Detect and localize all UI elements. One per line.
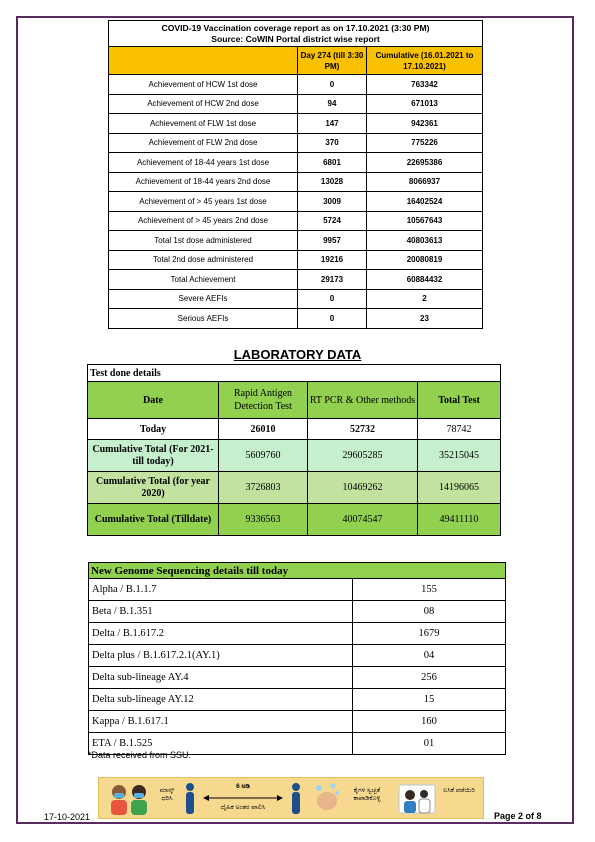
genome-variant-count: 256: [353, 667, 506, 689]
genome-row: [89, 601, 506, 623]
vaccination-row: [109, 231, 483, 251]
vaccination-title-line2: Source: CoWIN Portal district wise report: [211, 33, 380, 44]
vaccination-row: [109, 211, 483, 231]
distance-value: 6 ಅಡಿ: [236, 783, 250, 790]
vaccination-row-label: Achievement of 18-44 years 2nd dose: [109, 172, 298, 192]
page-total: 8: [536, 811, 542, 821]
vaccination-row-label: Achievement of 18-44 years 1st dose: [109, 153, 298, 173]
mask-people-icon: [105, 781, 153, 815]
lab-row-total: 78742: [418, 419, 501, 440]
lab-section-title: LABORATORY DATA: [233, 347, 362, 362]
lab-row-label: Cumulative Total (For 2021- till today): [88, 440, 219, 472]
vaccination-header-blank: [109, 47, 298, 75]
genome-variant-name: Delta / B.1.617.2: [89, 623, 353, 645]
vaccination-row-cumulative: 775226: [367, 133, 483, 153]
genome-variant-count: 01: [353, 733, 506, 755]
genome-variant-count: 1679: [353, 623, 506, 645]
genome-variant-name: Delta sub-lineage AY.4: [89, 667, 353, 689]
vaccination-row: [109, 289, 483, 309]
lab-row-cumulative-2020: [88, 472, 501, 504]
lab-row-total: 49411110: [418, 504, 501, 536]
vaccination-row-cumulative: 10567643: [367, 211, 483, 231]
vaccination-title-row: [109, 21, 483, 47]
genome-variant-name: Kappa / B.1.617.1: [89, 711, 353, 733]
genome-table: [88, 562, 506, 755]
vaccination-row-cumulative: 22695386: [367, 153, 483, 173]
vaccination-row-label: Achievement of FLW 2nd dose: [109, 133, 298, 153]
vaccination-row-label: Total 2nd dose administered: [109, 250, 298, 270]
lab-header-rat: Rapid Antigen Detection Test: [219, 382, 308, 419]
vaccination-row: [109, 153, 483, 173]
vaccination-row-day: 3009: [298, 192, 367, 212]
vaccination-row-day: 13028: [298, 172, 367, 192]
genome-variant-count: 155: [353, 579, 506, 601]
genome-header-row: [89, 563, 506, 579]
vaccination-row-cumulative: 8066937: [367, 172, 483, 192]
genome-variant-count: 160: [353, 711, 506, 733]
hands-text: ಕೈಗಳ ಸ್ವಚ್ಛತೆ ಕಾಪಾಡಿಕೊಳ್ಳಿ: [353, 787, 381, 802]
vaccination-row: [109, 250, 483, 270]
genome-variant-name: Alpha / B.1.1.7: [89, 579, 353, 601]
lab-row-total: 14196065: [418, 472, 501, 504]
vaccination-row-cumulative: 23: [367, 309, 483, 329]
vaccination-row-label: Achievement of > 45 years 1st dose: [109, 192, 298, 212]
genome-title: New Genome Sequencing details till today: [89, 563, 506, 579]
genome-row: [89, 689, 506, 711]
lab-row-label: Cumulative Total (Tilldate): [88, 504, 219, 536]
vaccination-row-day: 9957: [298, 231, 367, 251]
vaccination-row-label: Achievement of FLW 1st dose: [109, 114, 298, 134]
person-left-icon: [183, 781, 197, 815]
lab-row-rtpcr: 10469262: [308, 472, 418, 504]
distance-arrow-icon: [203, 794, 283, 802]
vaccination-icon: [397, 781, 437, 815]
vaccination-row: [109, 133, 483, 153]
page-number: 2: [518, 811, 524, 821]
vaccine-text: ಲಸಿಕೆ ಪಡೆಯಿರಿ: [443, 787, 475, 794]
genome-variant-name: ETA / B.1.525: [89, 733, 353, 755]
lab-row-rtpcr: 52732: [308, 419, 418, 440]
vaccination-row: [109, 94, 483, 114]
lab-row-rat: 5609760: [219, 440, 308, 472]
vaccination-row-label: Total Achievement: [109, 270, 298, 290]
vaccination-row-label: Achievement of HCW 2nd dose: [109, 94, 298, 114]
lab-caption: Test done details: [88, 365, 501, 382]
vaccination-row-cumulative: 671013: [367, 94, 483, 114]
vaccination-row-label: Achievement of > 45 years 2nd dose: [109, 211, 298, 231]
page-separator: of: [523, 811, 537, 821]
vaccination-row-day: 94: [298, 94, 367, 114]
page-indicator: [494, 811, 542, 821]
person-right-icon: [289, 781, 303, 815]
vaccination-title-line1: COVID-19 Vaccination coverage report as on 17.10.2021 (3:30 PM): [161, 22, 430, 33]
genome-row: [89, 645, 506, 667]
vaccination-header-row: [109, 47, 483, 75]
vaccination-row: [109, 172, 483, 192]
vaccination-row-day: 5724: [298, 211, 367, 231]
vaccination-table: [108, 20, 483, 329]
genome-variant-count: 15: [353, 689, 506, 711]
vaccination-row-label: Achievement of HCW 1st dose: [109, 75, 298, 95]
vaccination-row-day: 0: [298, 309, 367, 329]
lab-row-today: [88, 419, 501, 440]
genome-row: [89, 623, 506, 645]
genome-row: [89, 711, 506, 733]
footer-date: 17-10-2021: [44, 812, 91, 822]
vaccination-row-cumulative: 60884432: [367, 270, 483, 290]
vaccination-row-day: 147: [298, 114, 367, 134]
hand-wash-icon: [313, 781, 341, 815]
lab-row-cumulative-tilldate: [88, 504, 501, 536]
lab-table: [87, 364, 501, 536]
genome-variant-count: 08: [353, 601, 506, 623]
lab-row-rat: 26010: [219, 419, 308, 440]
lab-row-cumulative-2021: [88, 440, 501, 472]
covid-awareness-banner: [98, 777, 484, 819]
data-source-note: *Data received from SSU.: [88, 750, 192, 760]
genome-row: [89, 579, 506, 601]
vaccination-row-label: Severe AEFIs: [109, 289, 298, 309]
vaccination-row: [109, 114, 483, 134]
genome-variant-name: Delta plus / B.1.617.2.1(AY.1): [89, 645, 353, 667]
genome-variant-count: 04: [353, 645, 506, 667]
lab-header-total: Total Test: [418, 382, 501, 419]
vaccination-row: [109, 309, 483, 329]
lab-caption-row: [88, 365, 501, 382]
vaccination-row-day: 0: [298, 75, 367, 95]
vaccination-row-day: 370: [298, 133, 367, 153]
lab-row-rat: 3726803: [219, 472, 308, 504]
vaccination-row: [109, 270, 483, 290]
genome-variant-name: Delta sub-lineage AY.12: [89, 689, 353, 711]
vaccination-row: [109, 192, 483, 212]
distance-text: ದೈಹಿಕ ಅಂತರ ಪಾಲಿಸಿ: [220, 804, 266, 811]
vaccination-row-day: 29173: [298, 270, 367, 290]
vaccination-row-label: Serious AEFIs: [109, 309, 298, 329]
genome-row: [89, 667, 506, 689]
mask-text: ಮಾಸ್ಕ್ ಧರಿಸಿ: [159, 787, 175, 802]
genome-variant-name: Beta / B.1.351: [89, 601, 353, 623]
lab-row-rtpcr: 29605285: [308, 440, 418, 472]
vaccination-row-label: Total 1st dose administered: [109, 231, 298, 251]
vaccination-header-day: Day 274 (till 3:30 PM): [298, 47, 367, 75]
lab-row-rtpcr: 40074547: [308, 504, 418, 536]
vaccination-row-day: 19216: [298, 250, 367, 270]
vaccination-header-cumulative: Cumulative (16.01.2021 to 17.10.2021): [367, 47, 483, 75]
vaccination-row-cumulative: 763342: [367, 75, 483, 95]
vaccination-row-day: 6801: [298, 153, 367, 173]
page-prefix: Page: [494, 811, 519, 821]
vaccination-row-cumulative: 16402524: [367, 192, 483, 212]
vaccination-row-cumulative: 2: [367, 289, 483, 309]
vaccination-row-cumulative: 40803613: [367, 231, 483, 251]
lab-row-label: Cumulative Total (for year 2020): [88, 472, 219, 504]
lab-row-total: 35215045: [418, 440, 501, 472]
vaccination-row: [109, 75, 483, 95]
lab-row-label: Today: [88, 419, 219, 440]
lab-header-rtpcr: RT PCR & Other methods: [308, 382, 418, 419]
vaccination-title: [109, 21, 483, 47]
lab-header-date: Date: [88, 382, 219, 419]
vaccination-row-cumulative: 20080819: [367, 250, 483, 270]
vaccination-row-cumulative: 942361: [367, 114, 483, 134]
lab-header-row: [88, 382, 501, 419]
vaccination-row-day: 0: [298, 289, 367, 309]
lab-row-rat: 9336563: [219, 504, 308, 536]
